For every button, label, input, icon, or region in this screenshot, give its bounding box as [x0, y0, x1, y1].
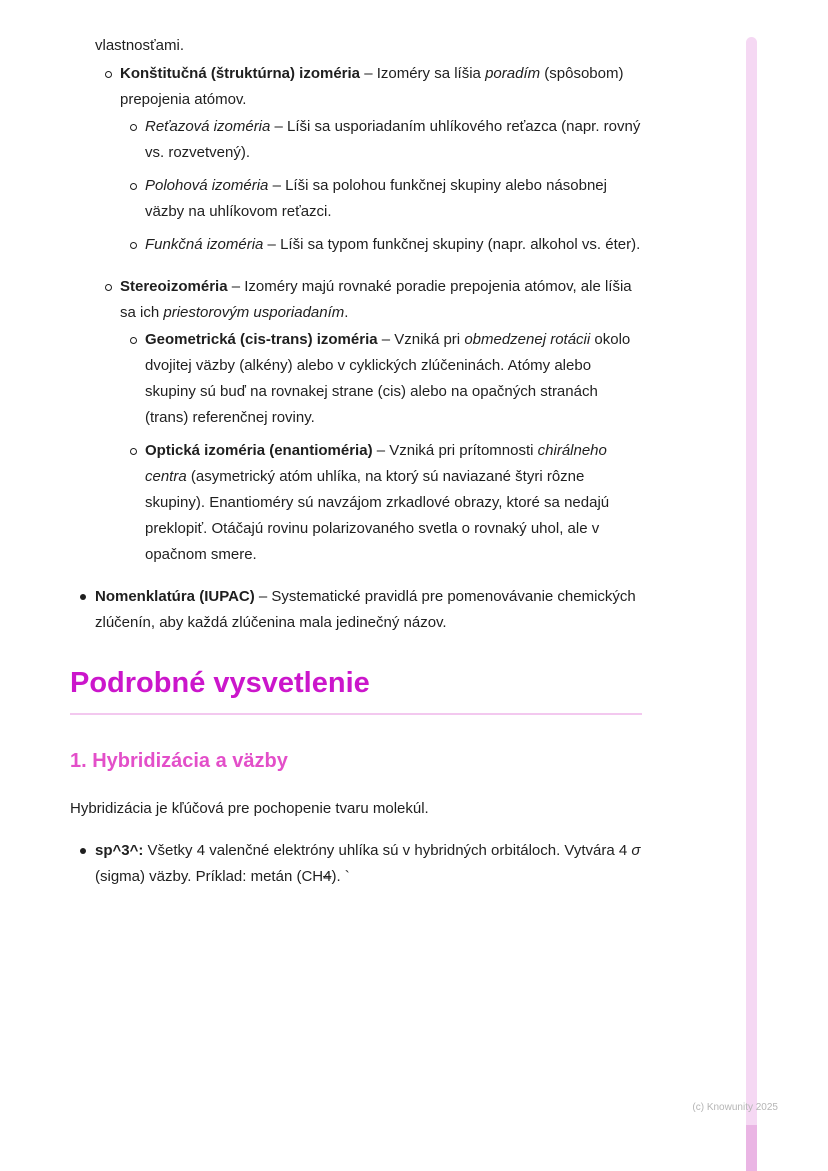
text-segment: Funkčná izoméria [145, 236, 264, 253]
text-segment: Stereoizoméria [120, 278, 228, 295]
text-segment: Reťazová izoméria [145, 118, 271, 135]
text-segment: (spôsobom) prepojenia atómov. [120, 65, 624, 108]
list-item [70, 114, 642, 166]
text-segment: – Vzniká pri [377, 331, 465, 348]
text-segment: (sigma) väzby. Príklad: metán (CH [95, 867, 324, 885]
bullet-disc-icon [80, 584, 95, 636]
isomerism-list [70, 61, 642, 636]
text-segment: Konštitučná (štruktúrna) izoméria [120, 65, 361, 82]
text-segment: Všetky 4 valenčné elektróny uhlíka sú v hybridných orbitáloch. Vytvára 4 [143, 841, 632, 859]
text-segment: sp^3^: [95, 841, 144, 859]
list-item-text [95, 838, 642, 890]
bullet-circle-icon [130, 438, 145, 568]
scrollbar-thumb[interactable] [746, 1125, 757, 1171]
list-item-text [145, 327, 642, 431]
list-item-text [145, 232, 642, 258]
bullet-circle-icon [130, 232, 145, 258]
list-item [70, 327, 642, 431]
list-item [70, 438, 642, 568]
text-segment: Optická izoméria (enantioméria) [145, 442, 373, 459]
list-item [70, 838, 642, 890]
bullet-circle-icon [130, 173, 145, 225]
text-segment: – Líši sa polohou funkčnej skupiny alebo násobnej väzby na uhlíkovom reťazci. [145, 177, 607, 220]
watermark-text: (c) Knowunity 2025 [692, 1102, 778, 1113]
list-item [70, 61, 642, 113]
bullet-circle-icon [130, 327, 145, 431]
body-paragraph: Hybridizácia je kľúčová pre pochopenie tvaru molekúl. [70, 799, 429, 817]
text-segment: (asymetrický atóm uhlíka, na ktorý sú naviazané štyri rôzne skupiny). Enantioméry sú navzájom zrkadlové obrazy, ktoré sa nedajú preklopiť. Otáčajú rovinu polarizovaného svetla o rovnaký uhol, ale v opačnom smere. [145, 468, 610, 563]
text-segment: 4 [323, 867, 332, 885]
list-item [70, 173, 642, 225]
scrollbar-track[interactable] [746, 37, 757, 1171]
subsection-heading: 1. Hybridizácia a väzby [70, 749, 288, 772]
list-item-text [145, 438, 642, 568]
text-segment: chirálneho centra [145, 442, 607, 485]
text-segment: – Systematické pravidlá pre pomenovávanie chemických zlúčenín, aby každá zlúčenina mala jedinečný názov. [95, 588, 636, 631]
text-segment: – Líši sa usporiadaním uhlíkového reťazca (napr. rovný vs. rozvetvený). [145, 118, 641, 161]
text-segment: poradím [485, 65, 541, 82]
text-segment: – Líši sa typom funkčnej skupiny (napr. alkohol vs. éter). [263, 236, 641, 253]
text-segment: ). ` [331, 867, 350, 885]
list-item-text [120, 274, 642, 326]
list-item-text [120, 61, 642, 113]
text-segment: Nomenklatúra (IUPAC) [95, 588, 255, 605]
bullet-circle-icon [130, 114, 145, 166]
text-segment: obmedzenej rotácii [464, 331, 591, 348]
bullet-disc-icon [80, 838, 95, 890]
list-item [70, 584, 642, 636]
list-item-text [95, 584, 642, 636]
list-item-text [145, 114, 642, 166]
section-divider [70, 713, 642, 715]
list-item [70, 274, 642, 326]
text-segment: σ [631, 841, 641, 859]
text-segment: – Vzniká pri prítomnosti [372, 442, 538, 459]
text-segment: . [344, 304, 349, 321]
list-item [70, 232, 642, 258]
bullet-circle-icon [105, 61, 120, 113]
text-segment: okolo dvojitej väzby (alkény) alebo v cyklických zlúčeninách. Atómy alebo skupiny sú buď na rovnakej strane (cis) alebo na opačných stranách (trans) referenčnej roviny. [145, 331, 631, 426]
text-segment: Polohová izoméria [145, 177, 269, 194]
document-content [70, 33, 642, 890]
list-item-text [145, 173, 642, 225]
section-heading: Podrobné vysvetlenie [70, 667, 370, 699]
bullet-circle-icon [105, 274, 120, 326]
text-segment: – Izoméry sa líšia [360, 65, 486, 82]
text-segment: priestorovým usporiadaním [163, 304, 345, 321]
paragraph-fragment: vlastnosťami. [95, 37, 184, 54]
text-segment: – Izoméry majú rovnaké poradie prepojenia atómov, ale líšia sa ich [120, 278, 632, 321]
hybridization-list [70, 838, 642, 890]
text-segment: Geometrická (cis-trans) izoméria [145, 331, 378, 348]
